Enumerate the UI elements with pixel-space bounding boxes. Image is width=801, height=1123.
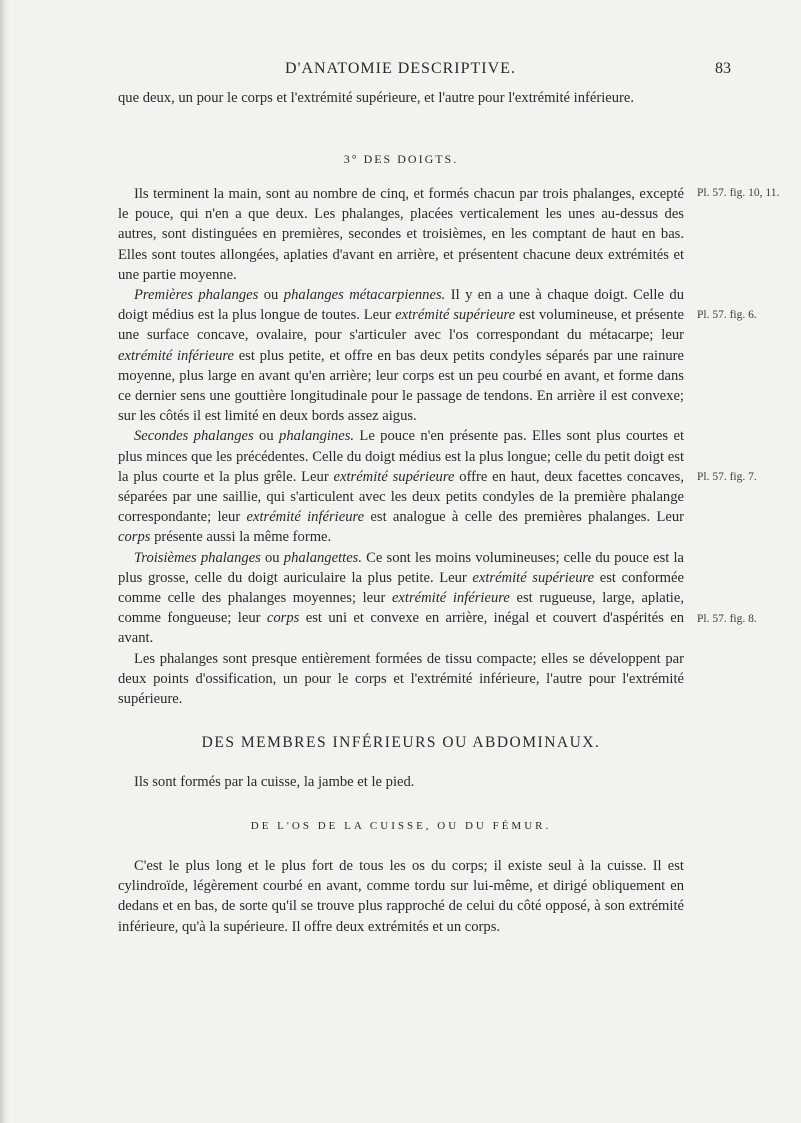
- connector-text: ou: [260, 549, 284, 566]
- running-title: D'ANATOMIE DESCRIPTIVE.: [285, 60, 516, 77]
- section-heading-femur: DE L'OS DE LA CUISSE, OU DU FÉMUR.: [250, 820, 552, 832]
- paragraph-membres-intro: Ils sont formés par la cuisse, la jambe et le pied.: [134, 774, 415, 790]
- page-number: 83: [715, 60, 731, 77]
- text-run: est volumineuse, et présente une surface concave, ovalaire, pour s'articuler avec l'os correspondant du métacarpe; leur: [118, 307, 684, 344]
- paragraph-premieres-phalanges: [118, 285, 684, 426]
- continuation-paragraph: que deux, un pour le corps et l'extrémité supérieure, et l'autre pour l'extrémité inférieure.: [118, 90, 635, 106]
- text-run: offre en haut, deux facettes concaves, séparées par une saillie, qui s'articulent avec les deux petits condyles de la première phalange correspondante; leur: [118, 468, 684, 526]
- text-run: est analogue à celle des premières phalanges. Leur: [364, 509, 684, 526]
- continuation-block: [118, 88, 684, 108]
- margin-note-plate: Pl. 57. fig. 6.: [697, 309, 757, 321]
- doigts-text-block: [118, 184, 684, 709]
- term-corps: corps: [266, 610, 300, 627]
- term-corps: corps: [118, 529, 151, 546]
- text-run: est rugueuse, large, aplatie, comme fongueuse; leur: [118, 590, 684, 627]
- margin-note-plate: Pl. 57. fig. 8.: [697, 613, 757, 625]
- term-metacarpiennes: phalanges métacarpiennes.: [283, 287, 446, 304]
- term-secondes-phalanges: Secondes phalanges: [134, 428, 254, 445]
- connector-text: ou: [258, 287, 284, 304]
- term-extremite-sup: extrémité supérieure: [472, 569, 595, 586]
- paragraph-secondes-phalanges: [118, 426, 684, 547]
- text-run: est conformée comme celle des phalanges moyennes; leur: [118, 569, 684, 607]
- paragraph-ossification: Les phalanges sont presque entièrement formées de tissu compacte; elles se développent par deux points d'ossification, un pour le corps et l'extrémité inférieure, l'autre pour l'extrémité supérieure.: [118, 650, 684, 708]
- text-run: présente aussi la même forme.: [150, 529, 332, 546]
- connector-text: ou: [253, 428, 280, 445]
- text-run: Il y en a une à chaque doigt. Celle du doigt médius est la plus longue de toutes. Leur: [118, 287, 684, 324]
- term-troisiemes-phalanges: Troisièmes phalanges: [134, 549, 261, 566]
- term-extremite-inf: extrémité inférieure: [118, 347, 234, 364]
- term-extremite-sup: extrémité supérieure: [333, 468, 455, 485]
- term-premieres-phalanges: Premières phalanges: [134, 287, 259, 304]
- text-run: Ce sont les moins volumineuses; celle du pouce est la plus grosse, celle du doigt auriculaire la plus petite. Leur: [118, 549, 684, 586]
- membres-intro-block: [118, 772, 684, 792]
- term-phalangines: phalangines.: [279, 428, 355, 445]
- femur-text-block: [118, 856, 684, 937]
- term-extremite-sup: extrémité supérieure: [395, 307, 516, 324]
- paragraph-intro-doigts: Ils terminent la main, sont au nombre de cinq, et formés chacun par trois phalanges, excepté le pouce, qui n'en a que deux. Les phalanges, placées verticalement les unes au-dessus des autres, sont distinguées en premières, secondes et troisièmes, en les comptant de haut en bas. Elles sont toutes allongées, aplaties d'avant en arrière, et présentent chacune deux extrémités et une partie moyenne.: [118, 186, 684, 283]
- paragraph-troisiemes-phalanges: [118, 548, 684, 649]
- section-heading-doigts: 3° DES DOIGTS.: [343, 152, 459, 166]
- page-spine-shadow: [0, 0, 10, 1123]
- chapter-heading-membres-inferieurs: DES MEMBRES INFÉRIEURS OU ABDOMINAUX.: [201, 734, 601, 751]
- term-extremite-inf: extrémité inférieure: [246, 509, 365, 526]
- text-run: est uni et convexe en arrière, inégal et couvert d'aspérités en avant.: [118, 610, 685, 647]
- term-extremite-inf: extrémité inférieure: [391, 590, 510, 607]
- running-head: [0, 60, 801, 84]
- term-phalangettes: phalangettes.: [283, 549, 362, 566]
- paragraph-femur: C'est le plus long et le plus fort de tous les os du corps; il existe seul à la cuisse. Il est cylindroïde, légèrement courbé en avant, comme tordu sur lui-même, et dirigé obliquement en dedans et en bas, de sorte qu'il se trouve plus rapproché de celui du côté opposé, à son extrémité inférieure, qu'à la supérieure. Il offre deux extrémités et un corps.: [118, 858, 684, 935]
- text-run: Le pouce n'en présente pas. Elles sont plus courtes et plus minces que les précédentes. Celle du doigt médius est la plus longue; celle du petit doigt est la plus courte et la plus grêle. Leur: [118, 428, 684, 485]
- margin-note-plate: Pl. 57. fig. 10, 11.: [697, 187, 780, 199]
- margin-note-plate: Pl. 57. fig. 7.: [697, 471, 757, 483]
- text-run: est plus petite, et offre en bas deux petits condyles séparés par une rainure moyenne, plus large en avant qu'en arrière; leur corps est un peu courbé en avant, et forme dans ce dernier sens une gouttière longitudinale pour le passage de tendons. En arrière il est convexe; sur les côtés il est limité en deux bords assez aigus.: [118, 347, 684, 425]
